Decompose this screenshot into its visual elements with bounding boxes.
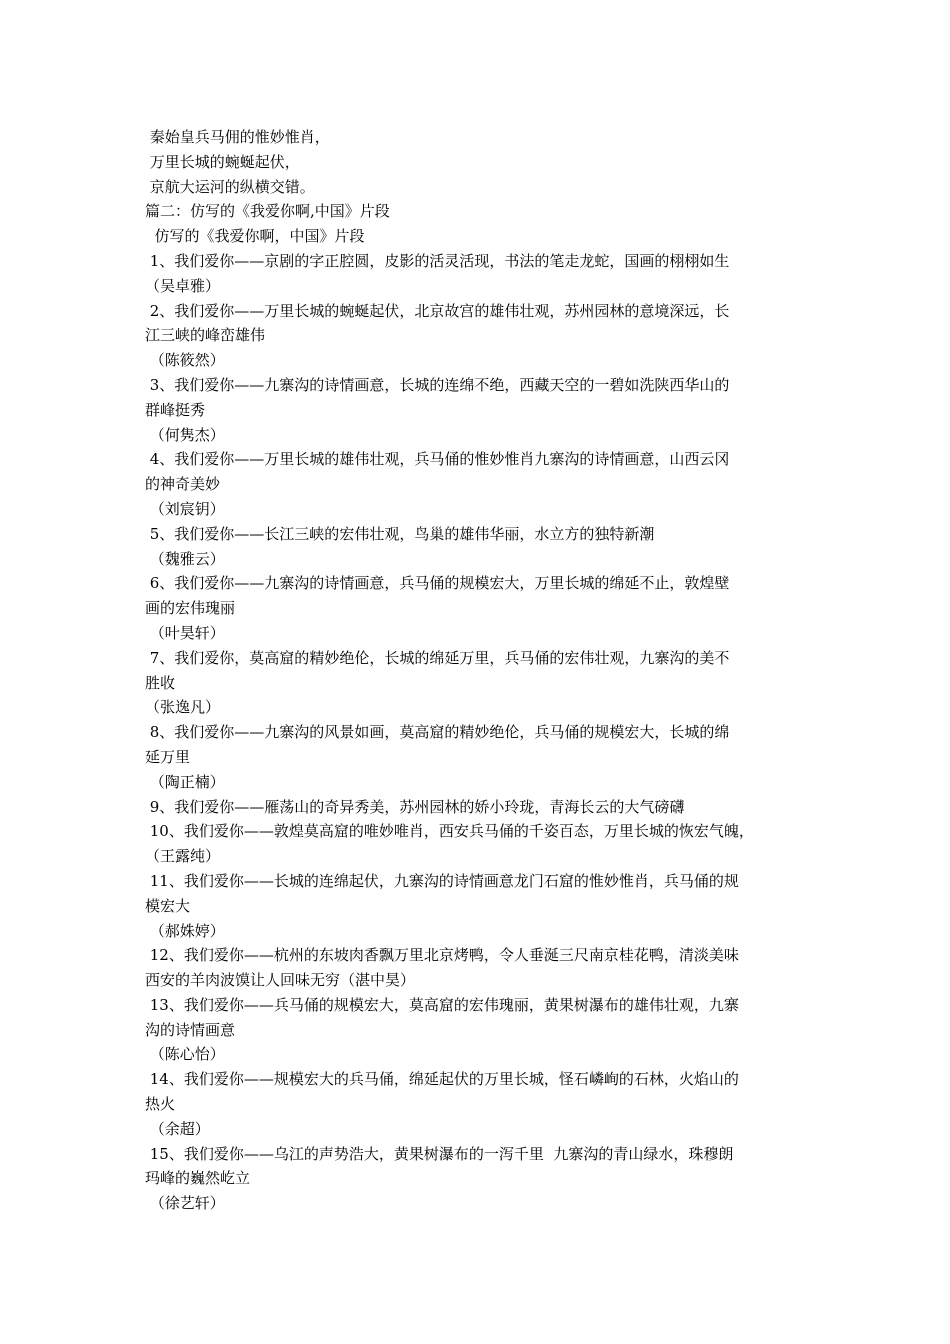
text-line: （吴卓雅） (145, 276, 221, 295)
text-line: （余超） (145, 1119, 210, 1138)
text-line: 热火 (145, 1095, 176, 1114)
text-line: 西安的羊肉波馍让人回味无穷（湛中昊） (145, 971, 416, 990)
text-line: 6、我们爱你——九寨沟的诗情画意，兵马俑的规模宏大，万里长城的绵延不止，敦煌壁 (145, 574, 730, 593)
text-line: （陈筱然） (145, 351, 225, 370)
text-line: 胜收 (145, 673, 176, 692)
text-line: 4、我们爱你——万里长城的雄伟壮观，兵马俑的惟妙惟肖九寨沟的诗情画意，山西云冈 (145, 450, 730, 469)
text-line: （叶昊轩） (145, 623, 225, 642)
text-line: 篇二：仿写的《我爱你啊,中国》片段 (145, 202, 390, 221)
text-line: （陈心怡） (145, 1045, 225, 1064)
text-line: 11、我们爱你——长城的连绵起伏，九寨沟的诗情画意龙门石窟的惟妙惟肖，兵马俑的规 (145, 871, 739, 890)
text-line: 7、我们爱你，莫高窟的精妙绝伦，长城的绵延万里，兵马俑的宏伟壮观，九寨沟的美不 (145, 648, 730, 667)
text-line: 群峰挺秀 (145, 400, 206, 419)
text-line: 仿写的《我爱你啊，中国》片段 (145, 227, 365, 246)
text-line: 5、我们爱你——长江三峡的宏伟壮观，鸟巢的雄伟华丽，水立方的独特新潮 (145, 524, 655, 543)
text-line: （徐艺轩） (145, 1194, 225, 1213)
text-line: 10、我们爱你——敦煌莫高窟的唯妙唯肖，西安兵马俑的千姿百态，万里长城的恢宏气魄， (145, 822, 754, 841)
text-line: 15、我们爱你——乌江的声势浩大，黄果树瀑布的一泻千里 九寨沟的青山绿水，珠穆朗 (145, 1144, 734, 1163)
text-line: （陶正楠） (145, 772, 225, 791)
text-line: 秦始皇兵马佣的惟妙惟肖， (145, 128, 330, 146)
text-line: （刘宸钥） (145, 499, 225, 518)
text-line: 延万里 (145, 747, 191, 766)
text-line: （郝姝婷） (145, 921, 225, 940)
text-line: （何隽杰） (145, 425, 225, 444)
text-line: 14、我们爱你——规模宏大的兵马俑，绵延起伏的万里长城，怪石嶙峋的石林，火焰山的 (145, 1070, 739, 1089)
text-line: 13、我们爱你——兵马俑的规模宏大，莫高窟的宏伟瑰丽，黄果树瀑布的雄伟壮观，九寨 (145, 995, 739, 1014)
text-line: 江三峡的峰峦雄伟 (145, 326, 266, 345)
text-line: 12、我们爱你——杭州的东坡肉香飘万里北京烤鸭，令人垂涎三尺南京桂花鸭，清淡美味 (145, 946, 739, 965)
text-line: 画的宏伟瑰丽 (145, 599, 236, 618)
text-line: 1、我们爱你——京剧的字正腔圆，皮影的活灵活现，书法的笔走龙蛇，国画的栩栩如生 (145, 251, 730, 270)
text-line: 的神奇美妙 (145, 475, 221, 494)
text-line: （张逸凡） (145, 698, 221, 717)
text-line: 沟的诗情画意 (145, 1020, 236, 1039)
document-body (145, 125, 815, 1216)
text-line: 3、我们爱你——九寨沟的诗情画意，长城的连绵不绝，西藏天空的一碧如洗陕西华山的 (145, 375, 730, 394)
text-line: 万里长城的蜿蜒起伏， (145, 152, 300, 171)
text-line: 8、我们爱你——九寨沟的风景如画，莫高窟的精妙绝伦，兵马俑的规模宏大，长城的绵 (145, 723, 730, 742)
text-line: 模宏大 (145, 896, 191, 915)
text-line: 玛峰的巍然屹立 (145, 1169, 251, 1188)
text-line: 9、我们爱你——雁荡山的奇异秀美，苏州园林的娇小玲珑，青海长云的大气磅礴 (145, 797, 685, 816)
text-line: 京航大运河的纵横交错。 (145, 177, 315, 196)
text-line: （王露纯） (145, 847, 221, 866)
text-line: （魏雅云） (145, 549, 225, 568)
text-line: 2、我们爱你——万里长城的蜿蜒起伏，北京故宫的雄伟壮观，苏州园林的意境深远，长 (145, 301, 730, 320)
